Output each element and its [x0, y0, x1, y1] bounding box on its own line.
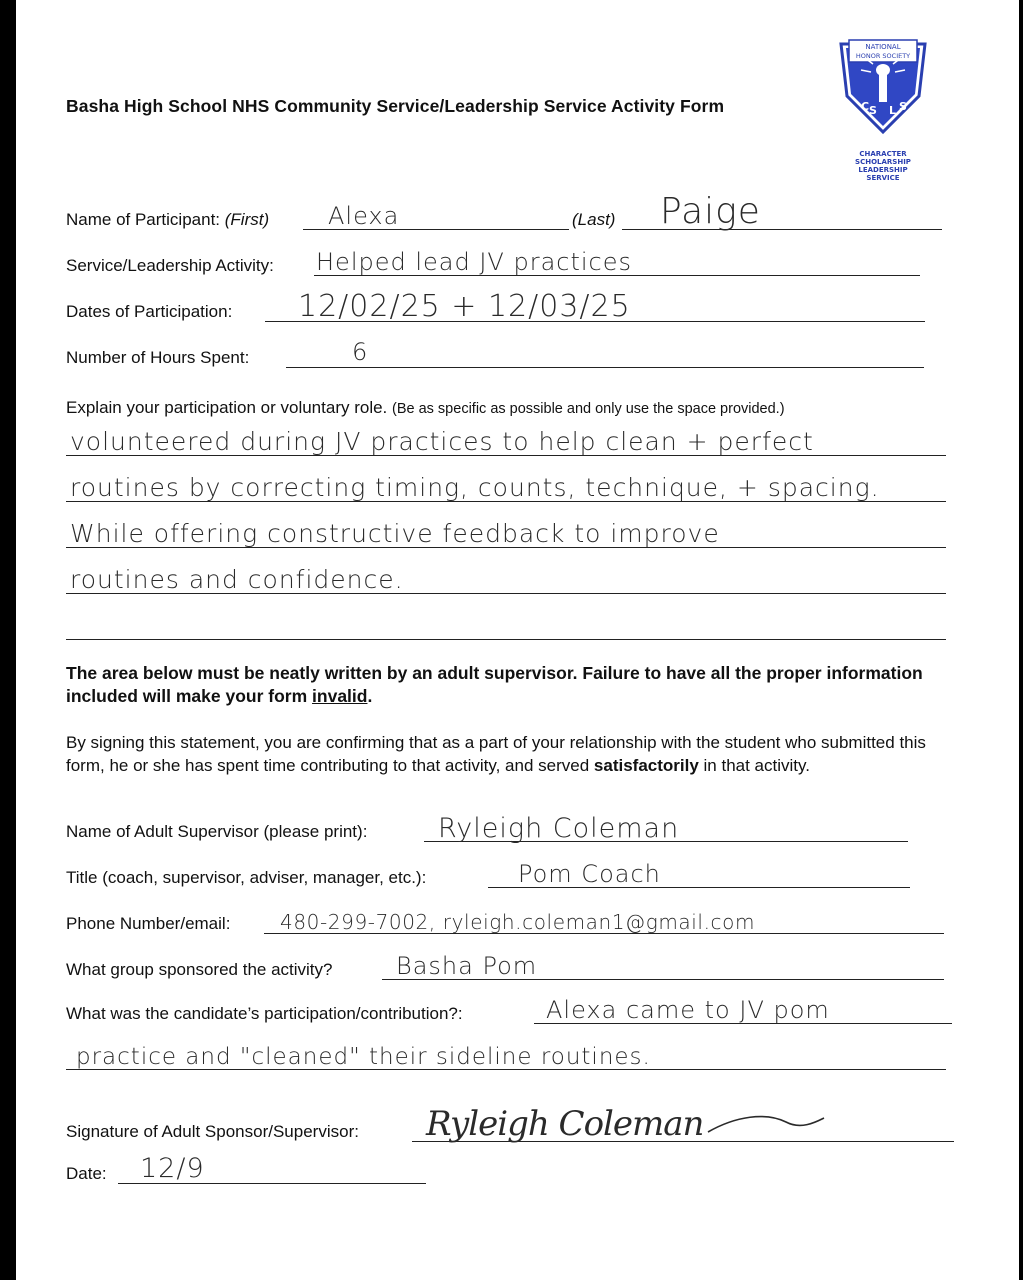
explain-line-4[interactable]: routines and confidence. — [66, 566, 946, 596]
hours-field[interactable] — [286, 367, 924, 368]
date-row — [66, 1153, 436, 1186]
sponsor-group-label: What group sponsored the activity? — [66, 960, 333, 979]
signature-label: Signature of Adult Sponsor/Supervisor: — [66, 1122, 359, 1141]
date-label: Date: — [66, 1164, 107, 1183]
supervisor-name-value: Ryleigh Coleman — [438, 813, 680, 844]
supervisor-contact-row — [66, 908, 946, 936]
scan-edge-left — [0, 0, 16, 1280]
signature-value: Ryleigh Coleman — [426, 1104, 704, 1144]
supervisor-contact-label: Phone Number/email: — [66, 914, 231, 933]
contribution-row — [66, 998, 952, 1026]
emblem-character-text: CHARACTER — [859, 150, 907, 158]
signing-statement: By signing this statement, you are confirming that as a part of your relationship with the student who submitted this form, he or she has spent time contributing to that activity, and served satisfactorily in that activity. — [66, 733, 926, 775]
emblem-service-text: SERVICE — [866, 174, 900, 182]
emblem-national-text: NATIONAL — [865, 43, 901, 51]
dates-value: 12/02/25 + 12/03/25 — [298, 289, 631, 324]
emblem-letter-s: S — [869, 104, 877, 117]
activity-label: Service/Leadership Activity: — [66, 256, 274, 275]
explain-label: Explain your participation or voluntary role. (Be as specific as possible and only use the space provided.) — [66, 398, 785, 417]
activity-row — [66, 250, 926, 278]
supervisor-title-row — [66, 862, 926, 890]
supervisor-contact-value: 480-299-7002, ryleigh.coleman1@gmail.com — [280, 910, 756, 934]
emblem-letter-l: L — [889, 104, 897, 117]
scan-edge-right — [1019, 0, 1023, 1280]
supervisor-title-label: Title (coach, supervisor, adviser, manager, etc.): — [66, 868, 427, 887]
date-value: 12/9 — [140, 1153, 205, 1184]
participant-name-row — [66, 191, 946, 232]
last-name-hint: (Last) — [572, 210, 616, 229]
nhs-emblem-logo — [835, 36, 931, 186]
emblem-letter-c: C — [861, 100, 870, 113]
sponsor-group-row — [66, 954, 946, 982]
form-title: Basha High School NHS Community Service/Leadership Service Activity Form — [66, 96, 725, 116]
contribution-value-line-1: Alexa came to JV pom — [546, 996, 830, 1024]
explain-line-2[interactable]: routines by correcting timing, counts, technique, + spacing. — [66, 474, 946, 504]
contribution-label: What was the candidate’s participation/contribution?: — [66, 1004, 463, 1023]
supervisor-title-value: Pom Coach — [518, 860, 661, 888]
supervisor-name-row — [66, 813, 926, 844]
hours-value: 6 — [352, 338, 369, 366]
sponsor-group-value: Basha Pom — [396, 952, 538, 980]
dates-label: Dates of Participation: — [66, 302, 233, 321]
invalid-word: invalid — [312, 686, 368, 706]
activity-value: Helped lead JV practices — [316, 248, 633, 276]
hours-label: Number of Hours Spent: — [66, 348, 250, 367]
last-name-value: Paige — [660, 191, 761, 232]
explain-line-3[interactable]: While offering constructive feedback to improve — [66, 520, 946, 550]
explain-line-1[interactable]: volunteered during JV practices to help clean + perfect — [66, 428, 946, 458]
signature-flourish — [706, 1108, 826, 1138]
explain-label-row — [66, 392, 946, 420]
satisfactorily-word: satisfactorily — [593, 756, 699, 775]
contribution-value-line-2: practice and "cleaned" their sideline routines. — [76, 1044, 651, 1070]
emblem-honor-society-text: HONOR SOCIETY — [855, 52, 911, 60]
participant-name-label: Name of Participant: (First) — [66, 210, 270, 229]
emblem-scholarship-text: SCHOLARSHIP — [855, 158, 911, 166]
supervisor-notice: The area below must be neatly written by an adult supervisor. Failure to have all the proper information included will make your form invalid. — [66, 663, 923, 706]
emblem-leadership-text: LEADERSHIP — [858, 166, 908, 174]
hours-row — [66, 338, 926, 370]
dates-row — [66, 289, 926, 324]
first-name-value: Alexa — [328, 202, 400, 230]
signature-row — [66, 1104, 954, 1144]
emblem-letter-s2: S — [899, 100, 907, 113]
explain-line-5[interactable] — [66, 612, 946, 642]
contribution-line-2[interactable] — [66, 1042, 946, 1072]
supervisor-name-label: Name of Adult Supervisor (please print): — [66, 822, 368, 841]
